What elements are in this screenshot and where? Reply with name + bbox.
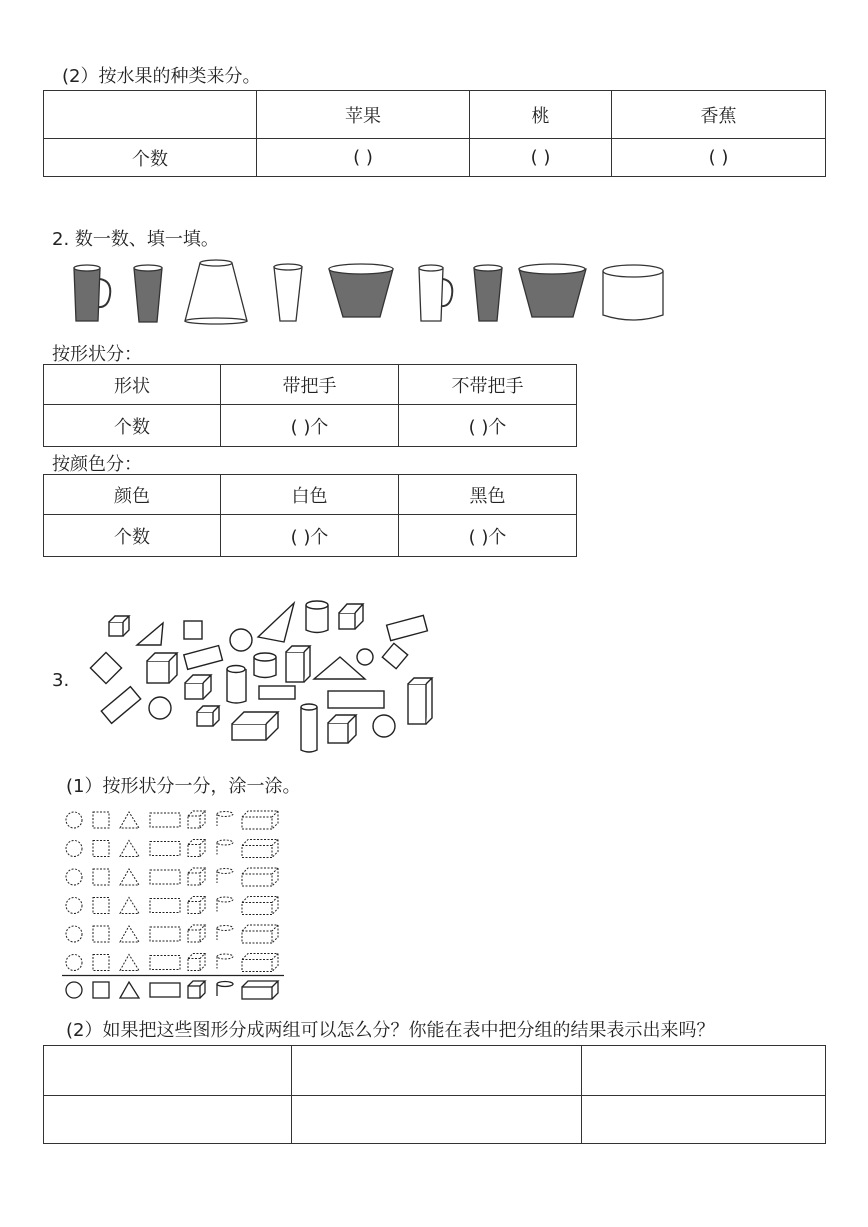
tally-base-shapes xyxy=(66,981,278,999)
cube-icon xyxy=(188,840,205,857)
circle-icon xyxy=(230,629,252,651)
triangle-icon xyxy=(120,812,139,828)
tally-row xyxy=(66,954,278,972)
tally-rows[interactable] xyxy=(66,811,278,972)
cups-illustration xyxy=(60,255,680,330)
grouping-cell[interactable] xyxy=(44,1096,292,1144)
grouping-cell[interactable] xyxy=(292,1046,582,1096)
fruit-count-peach-blank[interactable]: ( ) xyxy=(470,139,612,177)
triangle-icon xyxy=(120,869,139,885)
cylinder-icon xyxy=(306,601,328,633)
cuboid-icon xyxy=(242,954,278,972)
rectangle-icon xyxy=(150,956,180,970)
white-mug-icon xyxy=(419,265,452,321)
cuboid-icon xyxy=(242,925,278,943)
square-icon xyxy=(93,812,109,828)
table-row xyxy=(44,1096,826,1144)
circle-icon xyxy=(66,841,82,857)
triangle-icon xyxy=(120,841,139,857)
shape-count-label: 个数 xyxy=(44,405,221,447)
tally-row xyxy=(66,840,278,858)
rectangle-icon xyxy=(387,615,428,640)
tally-row xyxy=(66,811,278,829)
q3-part2-prompt: (2）如果把这些图形分成两组可以怎么分？你能在表中把分组的结果表示出来吗？ xyxy=(66,1020,715,1041)
cube-icon xyxy=(188,954,205,971)
cube-icon xyxy=(339,604,363,629)
cylinder-icon xyxy=(217,812,233,827)
table-row xyxy=(44,139,826,177)
fruit-table xyxy=(43,90,826,177)
table-row xyxy=(44,475,577,515)
square-icon xyxy=(90,652,121,683)
grouping-cell[interactable] xyxy=(292,1096,582,1144)
cube-icon xyxy=(328,715,356,743)
cuboid-icon xyxy=(232,712,278,740)
circle-icon xyxy=(373,715,395,737)
black-blank[interactable]: ( )个 xyxy=(399,515,577,557)
triangle-icon xyxy=(120,982,139,998)
white-glass-icon xyxy=(274,264,302,321)
cube-icon xyxy=(109,616,129,636)
cuboid-icon xyxy=(242,981,278,999)
triangle-icon xyxy=(120,898,139,914)
cuboid-icon xyxy=(242,868,278,886)
color-count-label: 个数 xyxy=(44,515,221,557)
cuboid-icon xyxy=(242,840,278,858)
triangle-icon xyxy=(137,623,163,645)
tally-row xyxy=(66,868,278,886)
rectangle-icon xyxy=(150,870,180,884)
tally-row xyxy=(66,897,278,915)
rectangle-icon xyxy=(328,691,384,708)
circle-icon xyxy=(66,955,82,971)
cylinder-icon xyxy=(301,704,317,752)
rectangle-icon xyxy=(150,813,180,827)
cuboid-icon xyxy=(242,897,278,915)
cuboid-icon xyxy=(286,646,310,682)
square-icon xyxy=(93,982,109,998)
q3-part1-prompt: (1）按形状分一分，涂一涂。 xyxy=(66,776,301,797)
with-handle-header: 带把手 xyxy=(221,365,399,405)
square-icon xyxy=(93,869,109,885)
without-handle-blank[interactable]: ( )个 xyxy=(399,405,577,447)
with-handle-blank[interactable]: ( )个 xyxy=(221,405,399,447)
fruit-count-banana-blank[interactable]: ( ) xyxy=(612,139,826,177)
grouping-cell[interactable] xyxy=(582,1046,826,1096)
rectangle-icon xyxy=(150,927,180,941)
square-icon xyxy=(184,621,202,639)
rectangle-icon xyxy=(150,983,180,997)
cube-icon xyxy=(188,981,205,998)
by-shape-table xyxy=(43,364,577,447)
circle-icon xyxy=(66,982,82,998)
cylinder-icon xyxy=(217,926,233,941)
cylinder-icon xyxy=(217,954,233,969)
without-handle-header: 不带把手 xyxy=(399,365,577,405)
cube-icon xyxy=(188,897,205,914)
rectangle-icon xyxy=(150,899,180,913)
rectangle-icon xyxy=(150,842,180,856)
rectangle-icon xyxy=(101,687,140,724)
square-icon xyxy=(93,898,109,914)
shape-tally-grid xyxy=(62,805,284,1005)
circle-icon xyxy=(149,697,171,719)
dark-bowl-icon xyxy=(519,264,586,317)
grouping-table xyxy=(43,1045,826,1144)
cube-icon xyxy=(188,811,205,828)
white-lampshade-icon xyxy=(185,260,247,324)
fruit-header-banana: 香蕉 xyxy=(612,91,826,139)
dark-glass-icon xyxy=(134,265,162,322)
by-shape-caption: 按形状分： xyxy=(52,344,142,365)
fruit-header-empty xyxy=(44,91,257,139)
circle-icon xyxy=(66,898,82,914)
dark-mug-icon xyxy=(74,265,110,321)
tally-base-row xyxy=(66,981,278,999)
white-cylinder-icon xyxy=(603,265,663,320)
shape-header: 形状 xyxy=(44,365,221,405)
fruit-count-label: 个数 xyxy=(44,139,257,177)
tally-row xyxy=(66,925,278,943)
by-color-table xyxy=(43,474,577,557)
grouping-cell[interactable] xyxy=(582,1096,826,1144)
fruit-header-peach: 桃 xyxy=(470,91,612,139)
square-icon xyxy=(93,841,109,857)
white-blank[interactable]: ( )个 xyxy=(221,515,399,557)
cube-icon xyxy=(147,653,177,683)
table-row xyxy=(44,1046,826,1096)
cube-icon xyxy=(185,675,211,699)
grouping-cell[interactable] xyxy=(44,1046,292,1096)
table-row xyxy=(44,91,826,139)
table-row xyxy=(44,365,577,405)
cuboid-icon xyxy=(242,811,278,829)
triangle-icon xyxy=(120,955,139,971)
square-icon xyxy=(93,926,109,942)
cylinder-icon xyxy=(254,653,276,678)
cylinder-icon xyxy=(227,666,246,704)
rectangle-icon xyxy=(259,686,295,699)
triangle-icon xyxy=(258,603,294,642)
cylinder-icon xyxy=(217,982,233,997)
cuboid-icon xyxy=(408,678,432,724)
q3-number: 3. xyxy=(52,670,70,691)
dark-bowl-icon xyxy=(329,264,393,317)
fruit-count-apple-blank[interactable]: ( ) xyxy=(257,139,470,177)
circle-icon xyxy=(66,812,82,828)
q2-prompt: 2. 数一数、填一填。 xyxy=(52,229,219,250)
cube-icon xyxy=(188,925,205,942)
shapes-cluster-illustration xyxy=(85,595,445,760)
table-row xyxy=(44,405,577,447)
circle-icon xyxy=(66,926,82,942)
black-header: 黑色 xyxy=(399,475,577,515)
table-row xyxy=(44,515,577,557)
cube-icon xyxy=(188,868,205,885)
circle-icon xyxy=(66,869,82,885)
cylinder-icon xyxy=(217,897,233,912)
cylinder-icon xyxy=(217,840,233,855)
fruit-header-apple: 苹果 xyxy=(257,91,470,139)
q1-part2-prompt: (2）按水果的种类来分。 xyxy=(62,66,261,87)
square-icon xyxy=(382,643,407,668)
white-header: 白色 xyxy=(221,475,399,515)
rectangle-icon xyxy=(184,646,223,670)
dark-glass-icon xyxy=(474,265,502,321)
triangle-icon xyxy=(120,926,139,942)
square-icon xyxy=(93,955,109,971)
cube-icon xyxy=(197,706,219,726)
color-header: 颜色 xyxy=(44,475,221,515)
by-color-caption: 按颜色分： xyxy=(52,454,142,475)
circle-icon xyxy=(357,649,373,665)
cylinder-icon xyxy=(217,869,233,884)
